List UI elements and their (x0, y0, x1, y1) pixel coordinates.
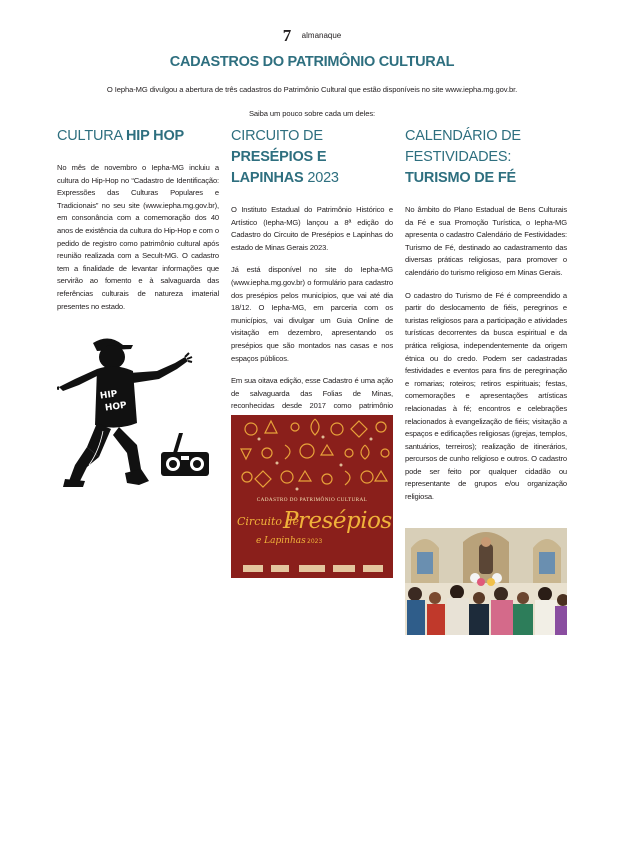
main-title (0, 54, 624, 70)
section-label: almanaque (301, 31, 342, 40)
poster-subtitle: CADASTRO DO PATRIMÔNIO CULTURAL (256, 497, 368, 503)
column-title-bold: HIP HOP (126, 128, 184, 144)
column-title-bold: TURISMO DE FÉ (405, 170, 516, 186)
poster-title-year: 2023 (307, 538, 323, 545)
boombox-icon (161, 433, 209, 476)
column-title (57, 126, 219, 147)
poster-logo (363, 565, 383, 572)
intro-text: O Iepha-MG divulgou a abertura de três cadastros do Patrimônio Cultural que estão disponíveis no site www.iepha.mg.gov.br. (106, 85, 518, 94)
religious-procession-photo (405, 528, 567, 635)
poster-logo (333, 565, 355, 572)
paragraph: Em sua oitava edição, esse Cadastro é uma ação de salvaguarda das Folias de Minas, reconhecidas desde 2017 como patrimônio (231, 376, 393, 411)
column-turismo-de-fe (405, 126, 567, 514)
poster-logo (243, 565, 263, 572)
shirt-text-hip: HIP (99, 389, 119, 402)
poster-title-part-3: e Lapinhas (256, 536, 306, 546)
column-title (405, 126, 567, 189)
poster-title-part-1: Circuito de (237, 515, 300, 528)
main-title-rest: DO PATRIMÔNIO CULTURAL (258, 54, 455, 70)
main-title-bold: CADASTROS (169, 54, 259, 70)
hip-hop-dancer-illustration (57, 335, 219, 513)
column-title-light: CULTURA (57, 128, 127, 144)
column-title-year: 2023 (303, 170, 339, 186)
column-hip-hop (57, 126, 219, 323)
poster-logo (271, 565, 289, 572)
column-title (231, 126, 393, 189)
column-title-bold: PRESÉPIOS E LAPINHAS (231, 149, 327, 186)
presepios-poster (231, 415, 393, 578)
poster-ornament-pattern (231, 415, 393, 495)
paragraph: O Instituto Estadual do Patrimônio Histórico e Artístico (Iepha-MG) lançou a 8ª edição do Cadastro do Circuito de Presépios e Lapinhas do estado de Minas Gerais 2023. (231, 205, 393, 252)
page-header (0, 26, 624, 46)
paragraph: Já está disponível no site do Iepha-MG (www.iepha.mg.gov.br) o formulário para cadastro dos presépios pelos municípios, que vai até dia 18/12. O Iepha-MG, em parceria com os municípios, vai divulgar um Guia Online de visitação em dezembro, apresentando os presépios que são montados nas casas e nos espaços públicos. (231, 265, 393, 363)
poster-logo (299, 565, 325, 572)
page-number: 7 (282, 26, 292, 45)
poster-title-part-2: Presépios (283, 508, 392, 534)
saiba-text: Saiba um pouco sobre cada um deles: (248, 109, 376, 118)
paragraph: No mês de novembro o Iepha-MG incluiu a cultura do Hip-Hop no “Cadastro de Identificação: Expressões das Culturas Populares e Tradicionais” no seu site (www.iepha.mg.gov.br), em consonância com a comemoração dos 40 anos de existência da cultura do Hip-Hop e com o pedido de registro como patrimônio cultural após reunião realizada com a Secult-MG. O cadastro tem a finalidade de levantar informações que servirão ao fomento e à salvaguarda das referências culturais de natureza imaterial presentes no estado. (57, 163, 219, 311)
shirt-text-hop: HOP (104, 400, 128, 414)
column-title-light: CIRCUITO DE (231, 128, 323, 144)
paragraph: No âmbito do Plano Estadual de Bens Culturais da Fé e sua Promoção Turística, o Iepha-MG apresenta o cadastro Calendário de Festividades: Turismo de Fé, destinado ao cadastramento das diversas práticas religiosas, para promover o calendário do turismo religioso em Minas Gerais. (405, 205, 567, 277)
paragraph: O cadastro do Turismo de Fé é compreendido a partir do deslocamento de fiéis, peregrinos e turistas religiosos para a participação e atividades turísticas decorrentes da busca espiritual e da prática religiosa, independentemente da origem étnica ou do credo. Podem ser cadastradas festividades e eventos para fins de peregrinação e romarias; roteiros; retiros espirituais; festas, comemorações e apresentações artísticas relacionadas à fé; encontros e celebrações relacionados à evangelização de fiéis; visitação a espaços e edificações religiosas (igrejas, templos, santuários, terreiros); realização de itinerários, percursos de cunho religioso e outros. O cadastro pode ser feito por qualquer cidadão ou representante de grupos e/ou organização religiosa. (405, 290, 567, 502)
poster-logos (231, 562, 393, 572)
column-presepios (231, 126, 393, 448)
column-title-light: CALENDÁRIO DE FESTIVIDADES: (405, 128, 521, 165)
